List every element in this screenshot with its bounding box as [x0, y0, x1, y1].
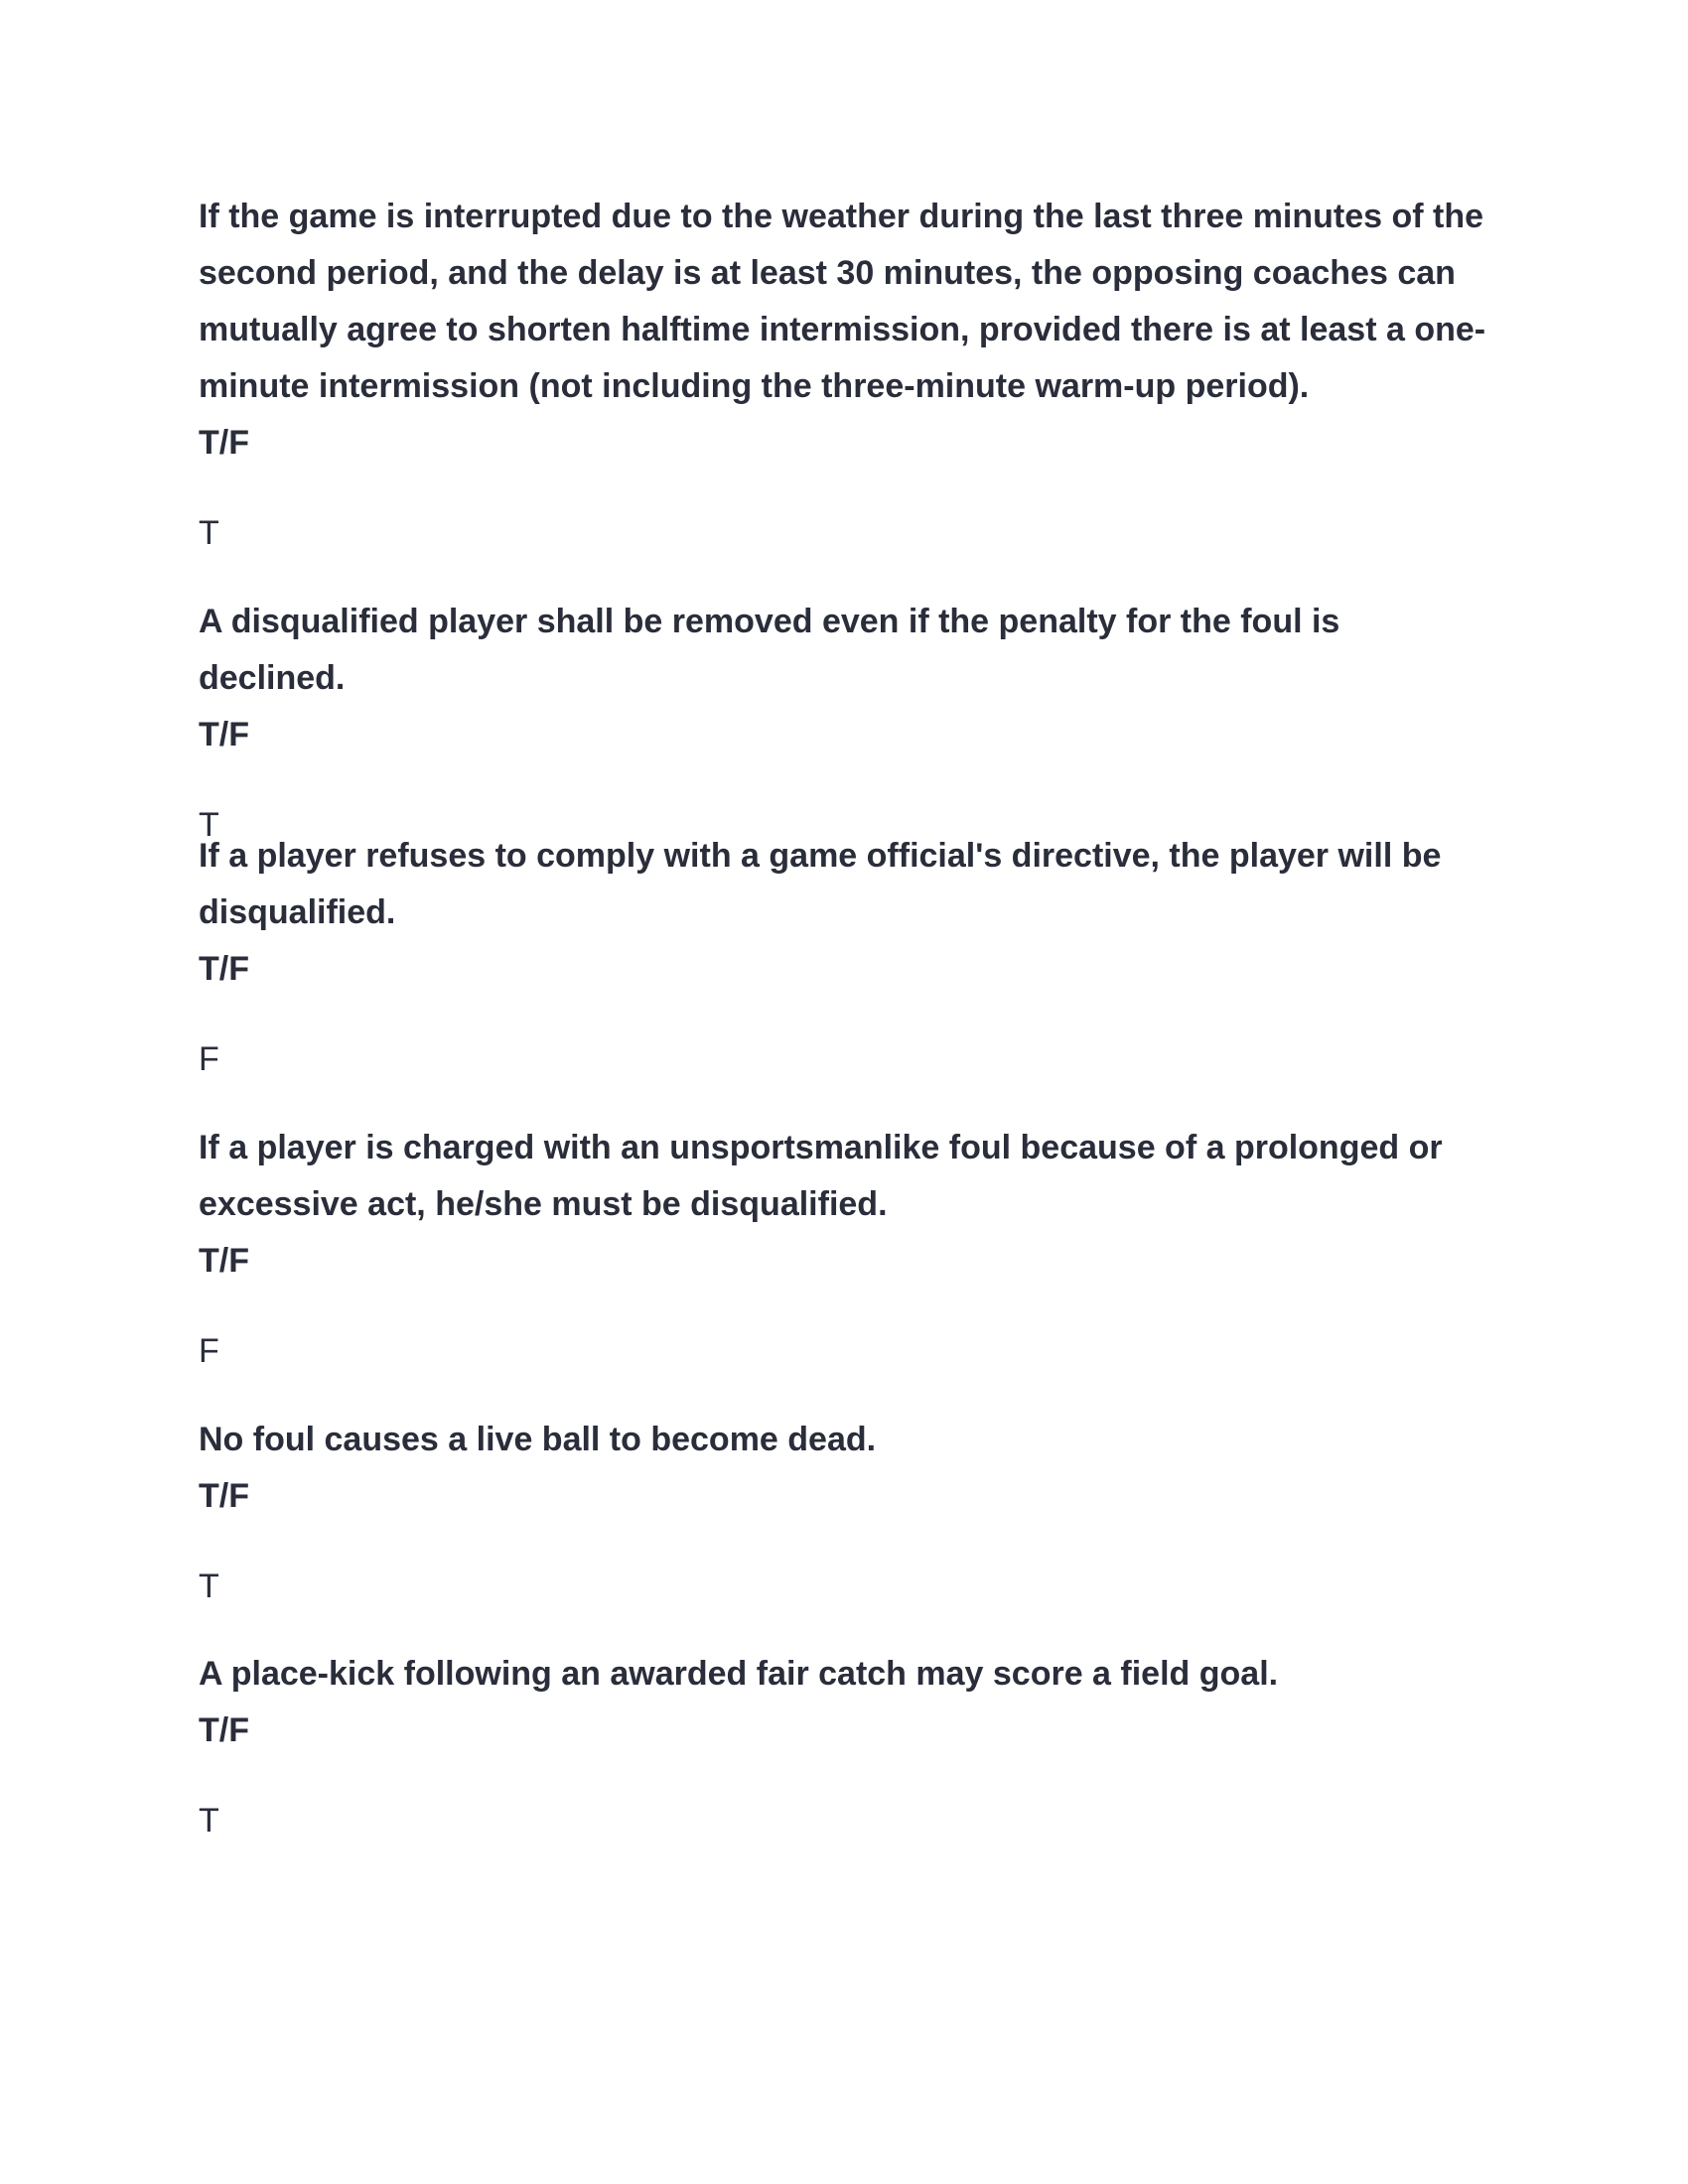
- question-text: A disqualified player shall be removed even if the penalty for the foul is declined.: [199, 603, 1340, 697]
- question-block-2: [199, 594, 1489, 854]
- question-format: T/F: [199, 1242, 249, 1280]
- question-text: If the game is interrupted due to the weather during the last three minutes of the second period, and the delay is at least 30 minutes, the opposing coaches can mutually agree to shorten halftime intermission, provided there is at least a one-minute intermission (not including the three-minute warm-up period).: [199, 198, 1486, 405]
- answer-text: F: [199, 1332, 219, 1370]
- question-block-4: [199, 1120, 1489, 1380]
- question-format: T/F: [199, 1477, 249, 1515]
- question-block-3: [199, 828, 1489, 1088]
- answer-text: T: [199, 1802, 219, 1840]
- question-text: No foul causes a live ball to become dead.: [199, 1421, 877, 1458]
- answer-text: T: [199, 1568, 219, 1605]
- answer-text: T: [199, 806, 219, 844]
- question-block-5: [199, 1412, 1489, 1615]
- question-block-1: [199, 189, 1489, 562]
- question-format: T/F: [199, 950, 249, 988]
- question-text: A place-kick following an awarded fair catch may score a field goal.: [199, 1655, 1279, 1693]
- question-block-6: [199, 1646, 1489, 1849]
- question-format: T/F: [199, 424, 249, 462]
- question-format: T/F: [199, 716, 249, 753]
- question-format: T/F: [199, 1711, 249, 1749]
- answer-text: T: [199, 514, 219, 552]
- question-text: If a player refuses to comply with a game official's directive, the player will be disqualified.: [199, 837, 1442, 931]
- question-text: If a player is charged with an unsportsmanlike foul because of a prolonged or excessive act, he/she must be disqualified.: [199, 1129, 1443, 1223]
- answer-text: F: [199, 1040, 219, 1078]
